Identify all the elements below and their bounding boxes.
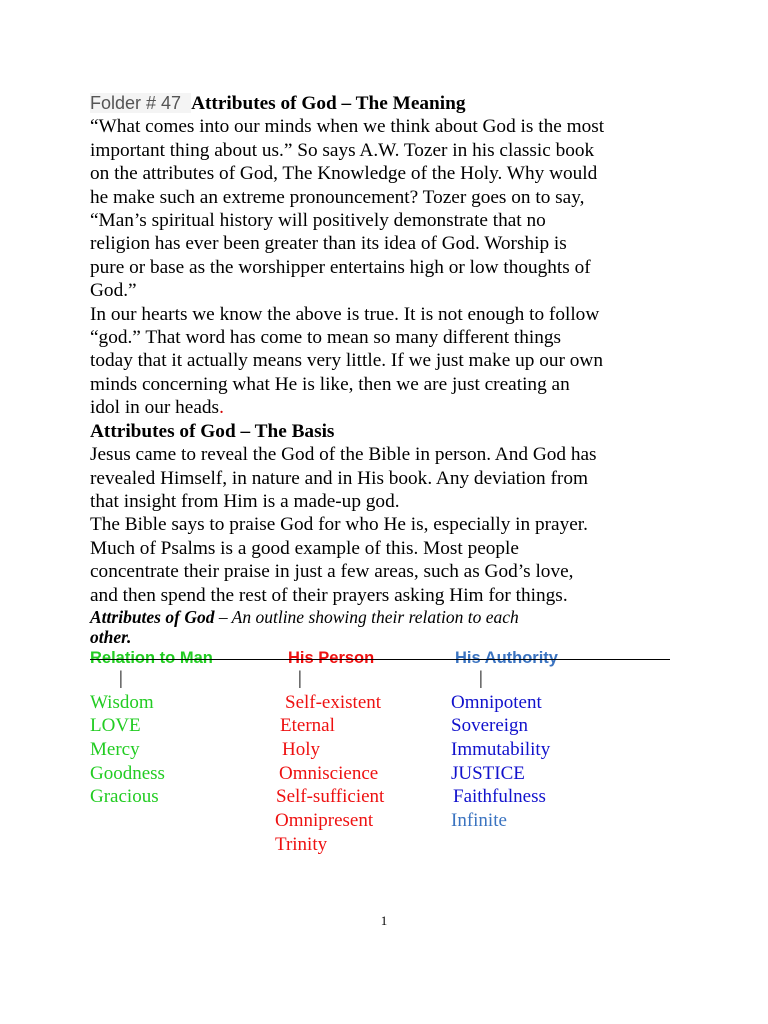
attribute-item: Infinite: [451, 810, 507, 832]
text-line: concentrate their praise in just a few areas, such as God’s love,: [90, 561, 574, 583]
text-line: that insight from Him is a made-up god.: [90, 490, 400, 512]
folder-label: Folder # 47: [90, 93, 191, 113]
text-line: “god.” That word has come to mean so many different things: [90, 327, 562, 349]
text-line: In our hearts we know the above is true. It is not enough to follow: [90, 303, 600, 325]
outline-divider-line: [90, 659, 670, 660]
text-line: religion has ever been greater than its idea of God. Worship is: [90, 233, 567, 255]
attribute-item: Omnipresent: [275, 810, 374, 832]
attribute-item: Mercy: [90, 739, 140, 761]
text-line: on the attributes of God, The Knowledge of the Holy. Why would: [90, 163, 598, 185]
column-his-authority: [451, 667, 550, 833]
attribute-item: Sovereign: [451, 715, 529, 737]
attribute-item: Gracious: [90, 786, 159, 808]
attribute-item: Eternal: [280, 715, 335, 737]
column-header-relation-to-man: Relation to Man: [90, 648, 213, 667]
attribute-item: Self-sufficient: [276, 786, 385, 808]
attribute-item: Goodness: [90, 762, 165, 784]
column-his-person: [274, 667, 384, 857]
document-page: [90, 92, 690, 899]
text-line: Much of Psalms is a good example of this. Most people: [90, 537, 519, 559]
outline-columns: [90, 667, 690, 877]
outline-heading-rest: – An outline showing their relation to each: [214, 606, 519, 627]
text-line: [90, 396, 690, 419]
text-line: and then spend the rest of their prayers asking Him for things.: [90, 584, 568, 606]
attribute-item: Self-existent: [285, 691, 382, 713]
folder-title-line: [90, 92, 690, 115]
attribute-item: JUSTICE: [451, 762, 525, 784]
attribute-item: Trinity: [275, 833, 328, 855]
attributes-outline: [90, 649, 690, 899]
attribute-item: Holy: [282, 739, 320, 761]
attribute-item: Omniscience: [279, 762, 379, 784]
paragraph-praise: [90, 513, 690, 607]
text-line: pure or base as the worshipper entertains high or low thoughts of: [90, 256, 591, 278]
text-line: “Man’s spiritual history will positively demonstrate that no: [90, 210, 546, 232]
column-connector: |: [479, 667, 483, 689]
page-number: 1: [380, 913, 388, 928]
red-period: .: [219, 397, 224, 419]
section-heading-meaning: Attributes of God – The Meaning: [191, 93, 466, 114]
outline-heading-bold: Attributes of God: [90, 606, 215, 627]
attribute-item: LOVE: [90, 715, 141, 737]
attribute-item: Wisdom: [90, 691, 154, 713]
column-header-his-authority: His Authority: [455, 648, 558, 667]
column-relation-to-man: [90, 667, 165, 809]
text-line-content: idol in our heads: [90, 397, 220, 419]
attribute-item: Immutability: [451, 739, 551, 761]
section-heading-basis: Attributes of God – The Basis: [90, 420, 335, 442]
text-line: revealed Himself, in nature and in His book. Any deviation from: [90, 467, 588, 489]
column-connector: |: [119, 667, 123, 689]
text-line: minds concerning what He is like, then we are just creating an: [90, 373, 570, 395]
column-header-his-person: His Person: [288, 648, 375, 667]
text-line: The Bible says to praise God for who He is, especially in prayer.: [90, 514, 588, 536]
text-line: he make such an extreme pronouncement? Tozer goes on to say,: [90, 186, 585, 208]
text-line: Jesus came to reveal the God of the Bible in person. And God has: [90, 444, 597, 466]
column-connector: |: [298, 667, 302, 689]
outline-heading-line2: other.: [90, 626, 132, 647]
text-line: “What comes into our minds when we think about God is the most: [90, 116, 605, 138]
text-line: today that it actually means very little. If we just make up our own: [90, 350, 603, 372]
text-line: God.”: [90, 280, 137, 302]
text-line: important thing about us.” So says A.W. Tozer in his classic book: [90, 139, 595, 161]
paragraph-jesus: [90, 443, 690, 513]
attribute-item: Omnipotent: [451, 691, 542, 713]
outline-heading: [90, 607, 690, 647]
paragraph-hearts: [90, 303, 690, 420]
attribute-item: Faithfulness: [453, 786, 546, 808]
paragraph-tozer-quote: [90, 115, 690, 302]
